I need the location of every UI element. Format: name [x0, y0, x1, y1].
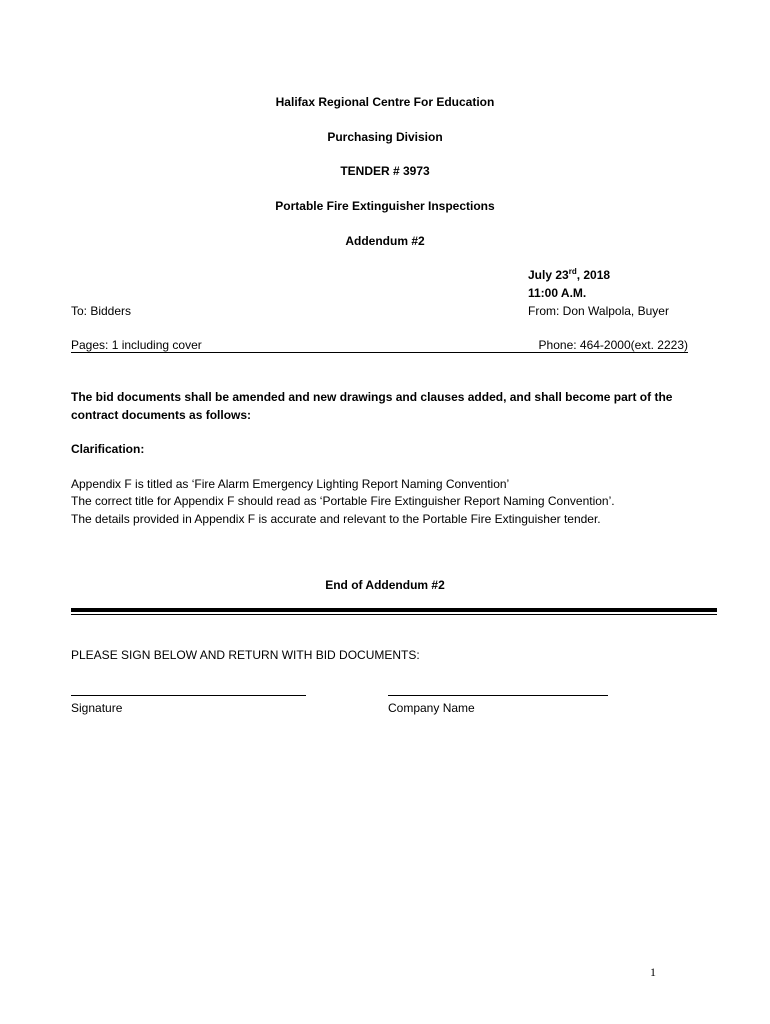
company-name-label: Company Name [388, 701, 475, 715]
time: 11:00 A.M. [528, 286, 587, 300]
date-suffix: rd [568, 267, 577, 276]
organization-title: Halifax Regional Centre For Education [275, 95, 495, 109]
clarification-line-2: The correct title for Appendix F should read as ‘Portable Fire Extinguisher Report Naming Convention’. [71, 494, 615, 508]
from-line: From: Don Walpola, Buyer [528, 304, 669, 318]
company-name-line[interactable] [388, 695, 608, 696]
tender-subject: Portable Fire Extinguisher Inspections [275, 199, 495, 213]
clarification-line-3: The details provided in Appendix F is accurate and relevant to the Portable Fire Extinguisher tender. [71, 512, 601, 526]
to-line: To: Bidders [71, 304, 132, 318]
page-number: 1 [650, 965, 656, 979]
phone-number: Phone: 464-2000(ext. 2223) [538, 338, 688, 352]
pages-row [71, 338, 688, 353]
intro-line-2: contract documents as follows: [71, 408, 252, 422]
tender-number: TENDER # 3973 [340, 164, 430, 178]
divider-thick [71, 608, 717, 612]
clarification-heading: Clarification: [71, 442, 145, 456]
intro-line-1: The bid documents shall be amended and new drawings and clauses added, and shall become part of the [71, 390, 673, 404]
date-prefix: July 23 [528, 268, 569, 282]
clarification-line-1: Appendix F is titled as ‘Fire Alarm Emergency Lighting Report Naming Convention’ [71, 477, 510, 491]
signature-label: Signature [71, 701, 123, 715]
sign-instruction: PLEASE SIGN BELOW AND RETURN WITH BID DOCUMENTS: [71, 648, 420, 662]
end-of-addendum: End of Addendum #2 [325, 578, 445, 592]
division-title: Purchasing Division [327, 130, 443, 144]
date-year: , 2018 [576, 268, 611, 282]
date [528, 268, 610, 282]
divider-thin [71, 614, 717, 615]
signature-line[interactable] [71, 695, 306, 696]
pages-count: Pages: 1 including cover [71, 338, 202, 352]
addendum-title: Addendum #2 [345, 234, 425, 248]
